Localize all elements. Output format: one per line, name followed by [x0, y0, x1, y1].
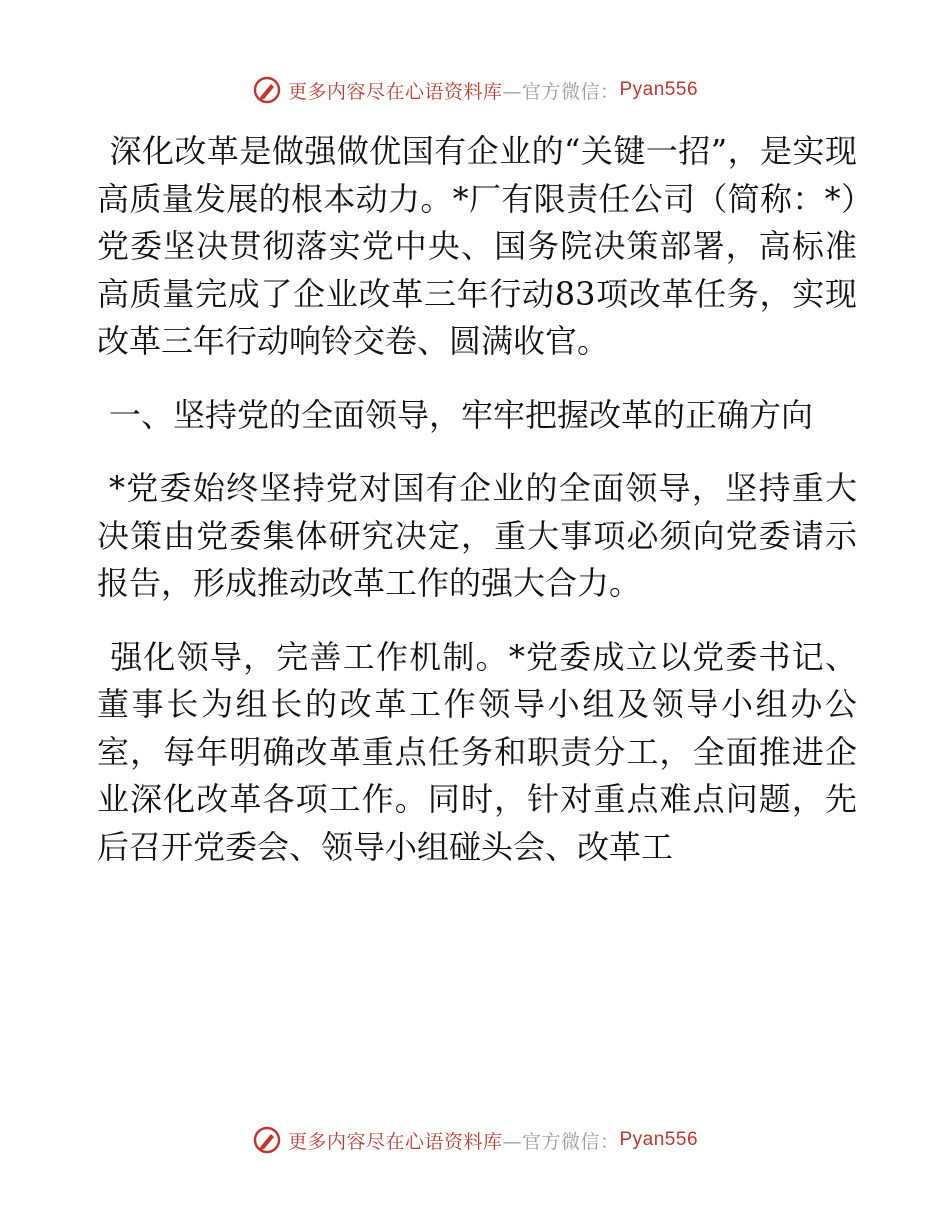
body-paragraph-text: 强化领导，完善工作机制。*党委成立以党委书记、董事长为组长的改革工作领导小组及领导小组办公室，每年明确改革重点任务和职责分工，全面推进企业深化改革各项工作。同时，针对重点难点问题，先后召开党委会、领导小组碰头会、改革工 — [97, 637, 857, 866]
pen-circle-icon — [252, 75, 282, 105]
document-body — [97, 128, 857, 871]
intro-paragraph — [97, 128, 857, 366]
footer-banner[interactable] — [0, 1122, 950, 1158]
header-banner-separator: —官方微信： — [502, 80, 620, 103]
body-paragraph — [97, 465, 857, 608]
footer-banner-separator: —官方微信： — [502, 1130, 620, 1153]
section-heading-text: 一、坚持党的全面领导，牢牢把握改革的正确方向 — [109, 395, 814, 434]
footer-banner-contact: Pyan556 — [619, 1129, 699, 1150]
header-banner-contact: Pyan556 — [619, 79, 699, 100]
body-paragraph — [97, 634, 857, 872]
intro-paragraph-text: 深化改革是做强做优国有企业的“关键一招”，是实现高质量发展的根本动力。*厂有限责任公司（简称：*）党委坚决贯彻落实党中央、国务院决策部署，高标准高质量完成了企业改革三年行动83项改革任务，实现改革三年行动响铃交卷、圆满收官。 — [97, 132, 857, 360]
header-banner-text: 更多内容尽在心语资料库 — [287, 80, 503, 103]
header-banner[interactable] — [0, 72, 950, 108]
footer-banner-text: 更多内容尽在心语资料库 — [287, 1130, 503, 1153]
section-heading — [97, 392, 857, 440]
pen-circle-icon — [252, 1125, 282, 1155]
body-paragraph-text: *党委始终坚持党对国有企业的全面领导，坚持重大决策由党委集体研究决定，重大事项必须向党委请示报告，形成推动改革工作的强大合力。 — [97, 469, 857, 602]
